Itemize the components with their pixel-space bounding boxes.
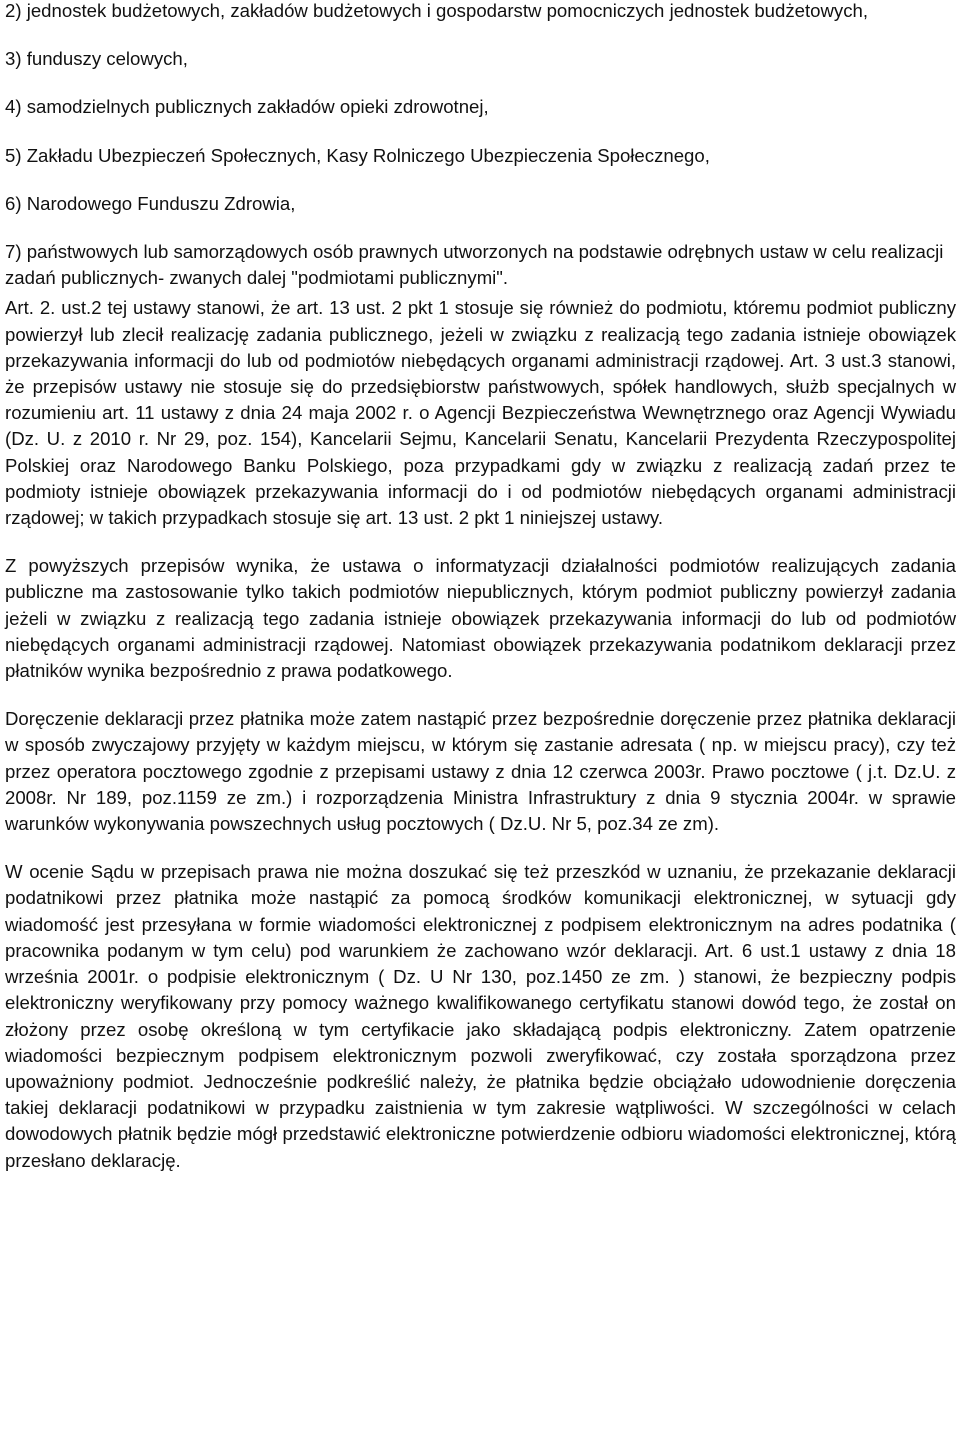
paragraph-court-opinion: W ocenie Sądu w przepisach prawa nie można doszukać się też przeszkód w uznaniu, że przekazanie deklaracji podatnikowi przez płatnika może nastąpić za pomocą środków komunikacji elektronicznej, w sytuacji gdy wiadomość jest przesyłana w formie wiadomości elektronicznej z podpisem elektronicznym na adres podatnika ( pracownika podanym w tym celu) pod warunkiem że zachowano wzór deklaracji. Art. 6 ust.1 ustawy z dnia 18 września 2001r. o podpisie elektronicznym ( Dz. U Nr 130, poz.1450 ze zm. ) stanowi, że bezpieczny podpis elektroniczny weryfikowany przy pomocy ważnego kwalifikowanego certyfikatu stanowi dowód tego, że został on złożony przez osobę określoną w tym certyfikacie jako składającą podpis elektroniczny. Zatem opatrzenie wiadomości bezpiecznym podpisem elektronicznym pozwoli zweryfikować, czy została sporządzona przez upoważniony podmiot. Jednocześnie podkreślić należy, że płatnika będzie obciążało udowodnienie doręczenia takiej deklaracji podatnikowi w przypadku zaistnienia w tym zakresie wątpliwości. W szczególności w celach dowodowych płatnik będzie mógł przedstawić elektroniczne potwierdzenie odbioru wiadomości elektronicznej, którą przesłano deklarację. bbox=[5, 861, 956, 1171]
paragraph-delivery: Doręczenie deklaracji przez płatnika może zatem nastąpić przez bezpośrednie doręczenie przez płatnika deklaracji w sposób zwyczajowy przyjęty w każdym miejscu, w którym się zastanie adresata ( np. w miejscu pracy), czy też przez operatora pocztowego zgodnie z przepisami ustawy z dnia 12 czerwca 2003r. Prawo pocztowe ( j.t. Dz.U. z 2008r. Nr 189, poz.1159 ze zm.) i rozporządzenia Ministra Infrastruktury z dnia 9 stycznia 2004r. w sprawie warunków wykonywania powszechnych usług pocztowych ( Dz.U. Nr 5, poz.34 ze zm). bbox=[5, 708, 956, 835]
list-item: 4) samodzielnych publicznych zakładów opieki zdrowotnej, bbox=[5, 96, 489, 118]
entity-list bbox=[5, 0, 956, 291]
list-item: 7) państwowych lub samorządowych osób prawnych utworzonych na podstawie odrębnych ustaw w celu realizacji zadań publicznych- zwanych dalej "podmiotami publicznymi". bbox=[5, 241, 944, 289]
paragraph-conclusion: Z powyższych przepisów wynika, że ustawa o informatyzacji działalności podmiotów realizujących zadania publiczne ma zastosowanie tylko takich podmiotów niepublicznych, którym podmiot publiczny powierzył zadania jeżeli w związku z realizacją tego zadania istnieje obowiązek przekazywania informacji do lub od podmiotów niebędących organami administracji rządowej. Natomiast obowiązek przekazywania podatnikom deklaracji przez płatników wynika bezpośrednio z prawa podatkowego. bbox=[5, 555, 956, 682]
list-item: 6) Narodowego Funduszu Zdrowia, bbox=[5, 192, 296, 214]
list-item: 2) jednostek budżetowych, zakładów budżetowych i gospodarstw pomocniczych jednostek budżetowych, bbox=[5, 0, 869, 21]
list-item: 5) Zakładu Ubezpieczeń Społecznych, Kasy Rolniczego Ubezpieczenia Społecznego, bbox=[5, 144, 710, 166]
paragraph-art-2: Art. 2. ust.2 tej ustawy stanowi, że art. 13 ust. 2 pkt 1 stosuje się również do podmiotu, któremu podmiot publiczny powierzył lub zlecił realizację zadania publicznego, jeżeli w związku z realizacją tego zadania istnieje obowiązek przekazywania informacji do lub od podmiotów niebędących organami administracji rządowej. Art. 3 ust.3 stanowi, że przepisów ustawy nie stosuje się do przedsiębiorstw państwowych, spółek handlowych, służb specjalnych w rozumieniu art. 11 ustawy z dnia 24 maja 2002 r. o Agencji Bezpieczeństwa Wewnętrznego oraz Agencji Wywiadu (Dz. U. z 2010 r. Nr 29, poz. 154), Kancelarii Sejmu, Kancelarii Senatu, Kancelarii Prezydenta Rzeczypospolitej Polskiej oraz Narodowego Banku Polskiego, poza przypadkami gdy w związku z realizacją zadań przez te podmioty istnieje obowiązek przekazywania informacji do i od podmiotów niebędących organami administracji rządowej; w takich przypadkach stosuje się art. 13 ust. 2 pkt 1 niniejszej ustawy. bbox=[5, 297, 956, 529]
list-item: 3) funduszy celowych, bbox=[5, 48, 188, 70]
